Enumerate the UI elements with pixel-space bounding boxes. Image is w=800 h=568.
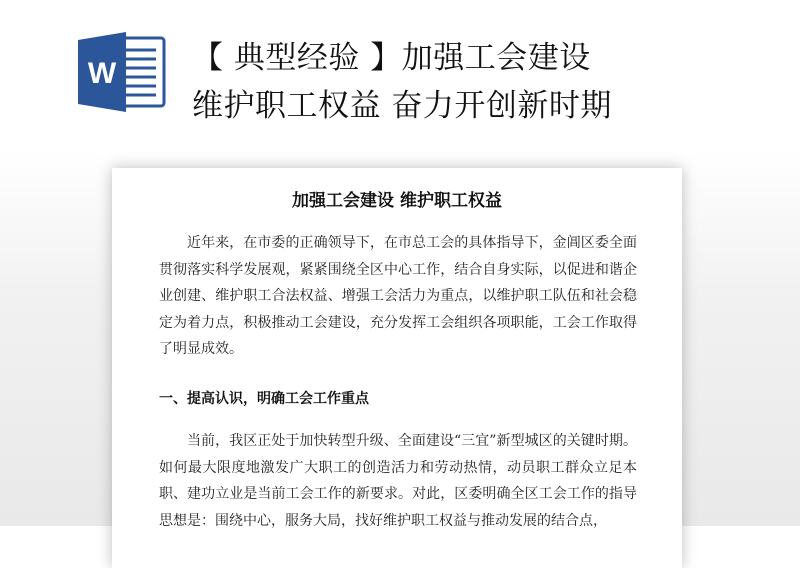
paragraph-section-1: 当前，我区正处于加快转型升级、全面建设“三宜”新型城区的关键时期。如何最大限度地激发广大职工的创造活力和劳动热情，动员职工群众立足本职、建功立业是当前工会工作的新要求。对此，区委明确全区工会工作的指导思想是：围绕中心，服务大局，找好维护职工权益与推动发展的结合点， (159, 433, 637, 529)
banner-title-line-2: 维护职工权益 奋力开创新时期 (192, 88, 612, 124)
banner-title-line-1: 【 典型经验 】加强工会建设 (192, 40, 591, 76)
document-title: 加强工会建设 维护职工权益 (292, 191, 502, 211)
word-icon (76, 30, 168, 114)
section-heading-1: 一、提高认识，明确工会工作重点 (159, 391, 369, 407)
paragraph-intro: 近年来，在市委的正确领导下，在市总工会的具体指导下，金阊区委全面贯彻落实科学发展观，紧紧围绕全区中心工作，结合自身实际，以促进和谐企业创建、维护职工合法权益、增强工会活力为重点，以维护职工队伍和社会稳定为着力点，积极推动工会建设，充分发挥工会组织各项职能，工会工作取得了明显成效。 (159, 235, 637, 357)
document-page (112, 168, 682, 568)
svg-text:W: W (87, 57, 117, 90)
header-banner (0, 0, 800, 150)
